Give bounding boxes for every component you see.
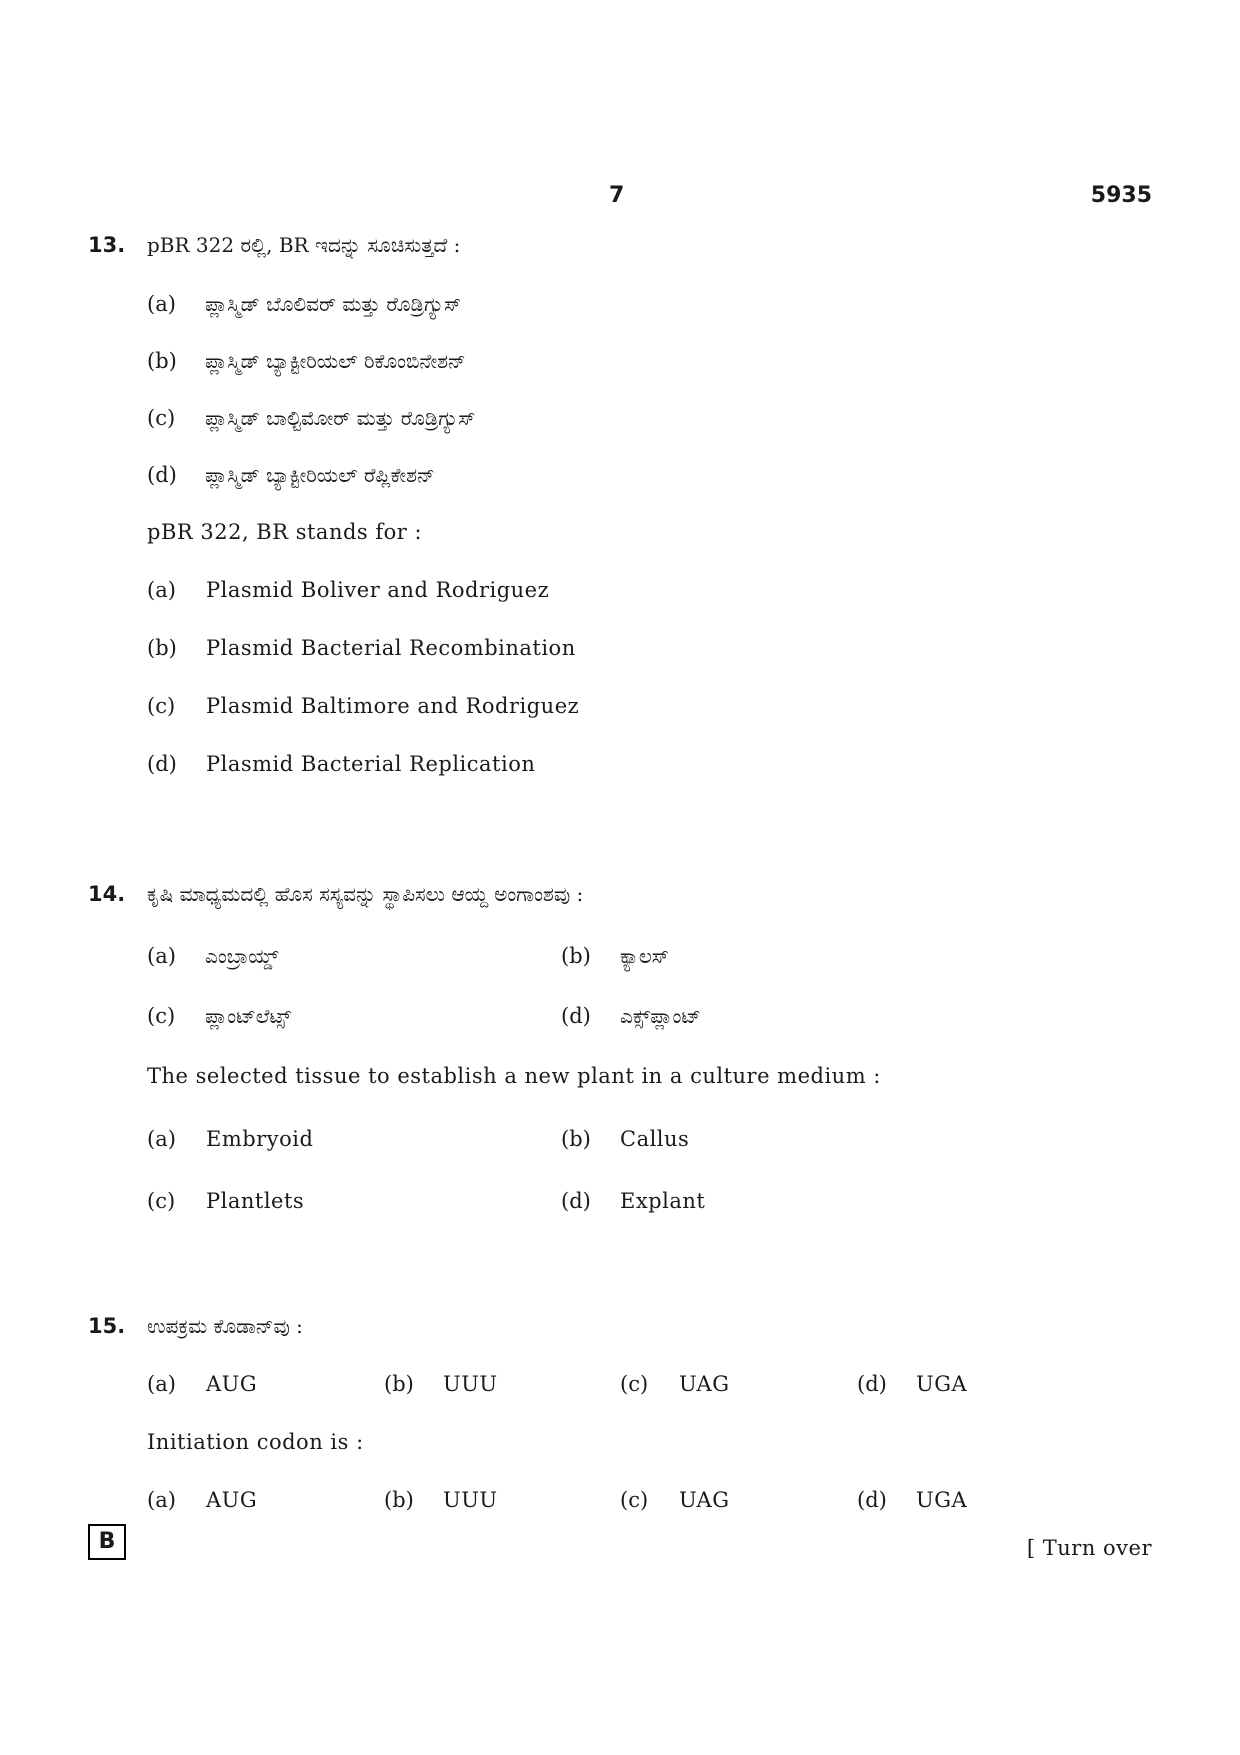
question-15-number: 15. xyxy=(88,1314,126,1338)
q15-kn-option-a-label: (a) xyxy=(147,1372,176,1396)
q15-kn-option-b: UUU xyxy=(443,1372,498,1396)
turn-over-note: [ Turn over xyxy=(1026,1536,1152,1560)
page-number: 7 xyxy=(609,183,625,208)
question-15-stem-english: Initiation codon is : xyxy=(147,1430,364,1454)
q14-kn-option-a-label: (a) xyxy=(147,944,176,968)
q13-kn-option-c-label: (c) xyxy=(147,406,176,430)
question-13-number: 13. xyxy=(88,233,126,257)
question-14-stem-english: The selected tissue to establish a new plant in a culture medium : xyxy=(147,1064,881,1088)
q13-kn-option-a-label: (a) xyxy=(147,292,176,316)
q14-kn-option-b-label: (b) xyxy=(561,944,591,968)
q14-en-option-a-label: (a) xyxy=(147,1127,176,1151)
q15-kn-option-d-label: (d) xyxy=(857,1372,887,1396)
q15-kn-option-d: UGA xyxy=(916,1372,968,1396)
q14-en-option-b: Callus xyxy=(620,1127,690,1151)
q15-kn-option-c: UAG xyxy=(679,1372,730,1396)
q14-en-option-c: Plantlets xyxy=(206,1189,305,1213)
q14-kn-option-d-label: (d) xyxy=(561,1004,591,1028)
q15-kn-option-c-label: (c) xyxy=(620,1372,649,1396)
q15-en-option-a: AUG xyxy=(206,1488,258,1512)
q15-kn-option-b-label: (b) xyxy=(384,1372,414,1396)
question-13-stem-kannada: pBR 322 ರಲ್ಲಿ, BR ಇದನ್ನು ಸೂಚಿಸುತ್ತದೆ : xyxy=(147,233,461,257)
q13-kn-option-d: ಪ್ಲಾಸ್ಮಿಡ್ ಬ್ಯಾಕ್ಟೀರಿಯಲ್ ರೆಪ್ಲಿಕೇಶನ್ xyxy=(205,463,435,487)
q13-kn-option-a: ಪ್ಲಾಸ್ಮಿಡ್ ಬೊಲಿವರ್ ಮತ್ತು ರೊಡ್ರಿಗ್ಯುಸ್ xyxy=(205,292,462,316)
question-14-stem-kannada: ಕೃಷಿ ಮಾಧ್ಯಮದಲ್ಲಿ ಹೊಸ ಸಸ್ಯವನ್ನು ಸ್ಥಾಪಿಸಲು ಆಯ್ದ ಅಂಗಾಂಶವು : xyxy=(147,882,584,906)
q15-en-option-d-label: (d) xyxy=(857,1488,887,1512)
q15-en-option-c: UAG xyxy=(679,1488,730,1512)
q13-en-option-c: Plasmid Baltimore and Rodriguez xyxy=(206,694,580,718)
q13-en-option-d: Plasmid Bacterial Replication xyxy=(206,752,536,776)
q13-en-option-d-label: (d) xyxy=(147,752,177,776)
q13-kn-option-b-label: (b) xyxy=(147,349,177,373)
q14-kn-option-c-label: (c) xyxy=(147,1004,176,1028)
q14-kn-option-d: ಎಕ್ಸ್‌ಪ್ಲಾಂಟ್ xyxy=(620,1004,701,1028)
q14-en-option-a: Embryoid xyxy=(206,1127,314,1151)
q13-en-option-b-label: (b) xyxy=(147,636,177,660)
q14-en-option-d: Explant xyxy=(620,1189,706,1213)
q15-en-option-d: UGA xyxy=(916,1488,968,1512)
q15-en-option-a-label: (a) xyxy=(147,1488,176,1512)
question-15-stem-kannada: ಉಪಕ್ರಮ ಕೊಡಾನ್‌ವು : xyxy=(147,1314,303,1338)
q14-en-option-c-label: (c) xyxy=(147,1189,176,1213)
q13-en-option-a-label: (a) xyxy=(147,578,176,602)
q13-en-option-c-label: (c) xyxy=(147,694,176,718)
q14-en-option-b-label: (b) xyxy=(561,1127,591,1151)
q13-kn-option-b: ಪ್ಲಾಸ್ಮಿಡ್ ಬ್ಯಾಕ್ಟೀರಿಯಲ್ ರಿಕೊಂಬಿನೇಶನ್ xyxy=(205,349,466,373)
q13-en-option-b: Plasmid Bacterial Recombination xyxy=(206,636,576,660)
q13-kn-option-c: ಪ್ಲಾಸ್ಮಿಡ್ ಬಾಲ್ಟಿಮೋರ್ ಮತ್ತು ರೊಡ್ರಿಗ್ಯುಸ್ xyxy=(205,406,476,430)
q13-kn-option-d-label: (d) xyxy=(147,463,177,487)
q14-kn-option-b: ಕ್ಯಾಲಸ್ xyxy=(620,944,669,968)
question-13-stem-english: pBR 322, BR stands for : xyxy=(147,520,423,544)
q14-en-option-d-label: (d) xyxy=(561,1189,591,1213)
q15-en-option-c-label: (c) xyxy=(620,1488,649,1512)
q15-en-option-b: UUU xyxy=(443,1488,498,1512)
question-14-number: 14. xyxy=(88,882,126,906)
q14-kn-option-c: ಪ್ಲಾಂಟ್‌ಲೆಟ್ಸ್ xyxy=(205,1004,291,1028)
booklet-series-box: B xyxy=(88,1524,126,1560)
paper-code: 5935 xyxy=(1090,183,1152,208)
q15-kn-option-a: AUG xyxy=(206,1372,258,1396)
q15-en-option-b-label: (b) xyxy=(384,1488,414,1512)
q13-en-option-a: Plasmid Boliver and Rodriguez xyxy=(206,578,550,602)
q14-kn-option-a: ಎಂಬ್ರಾಯ್ಡ್ xyxy=(205,944,279,968)
